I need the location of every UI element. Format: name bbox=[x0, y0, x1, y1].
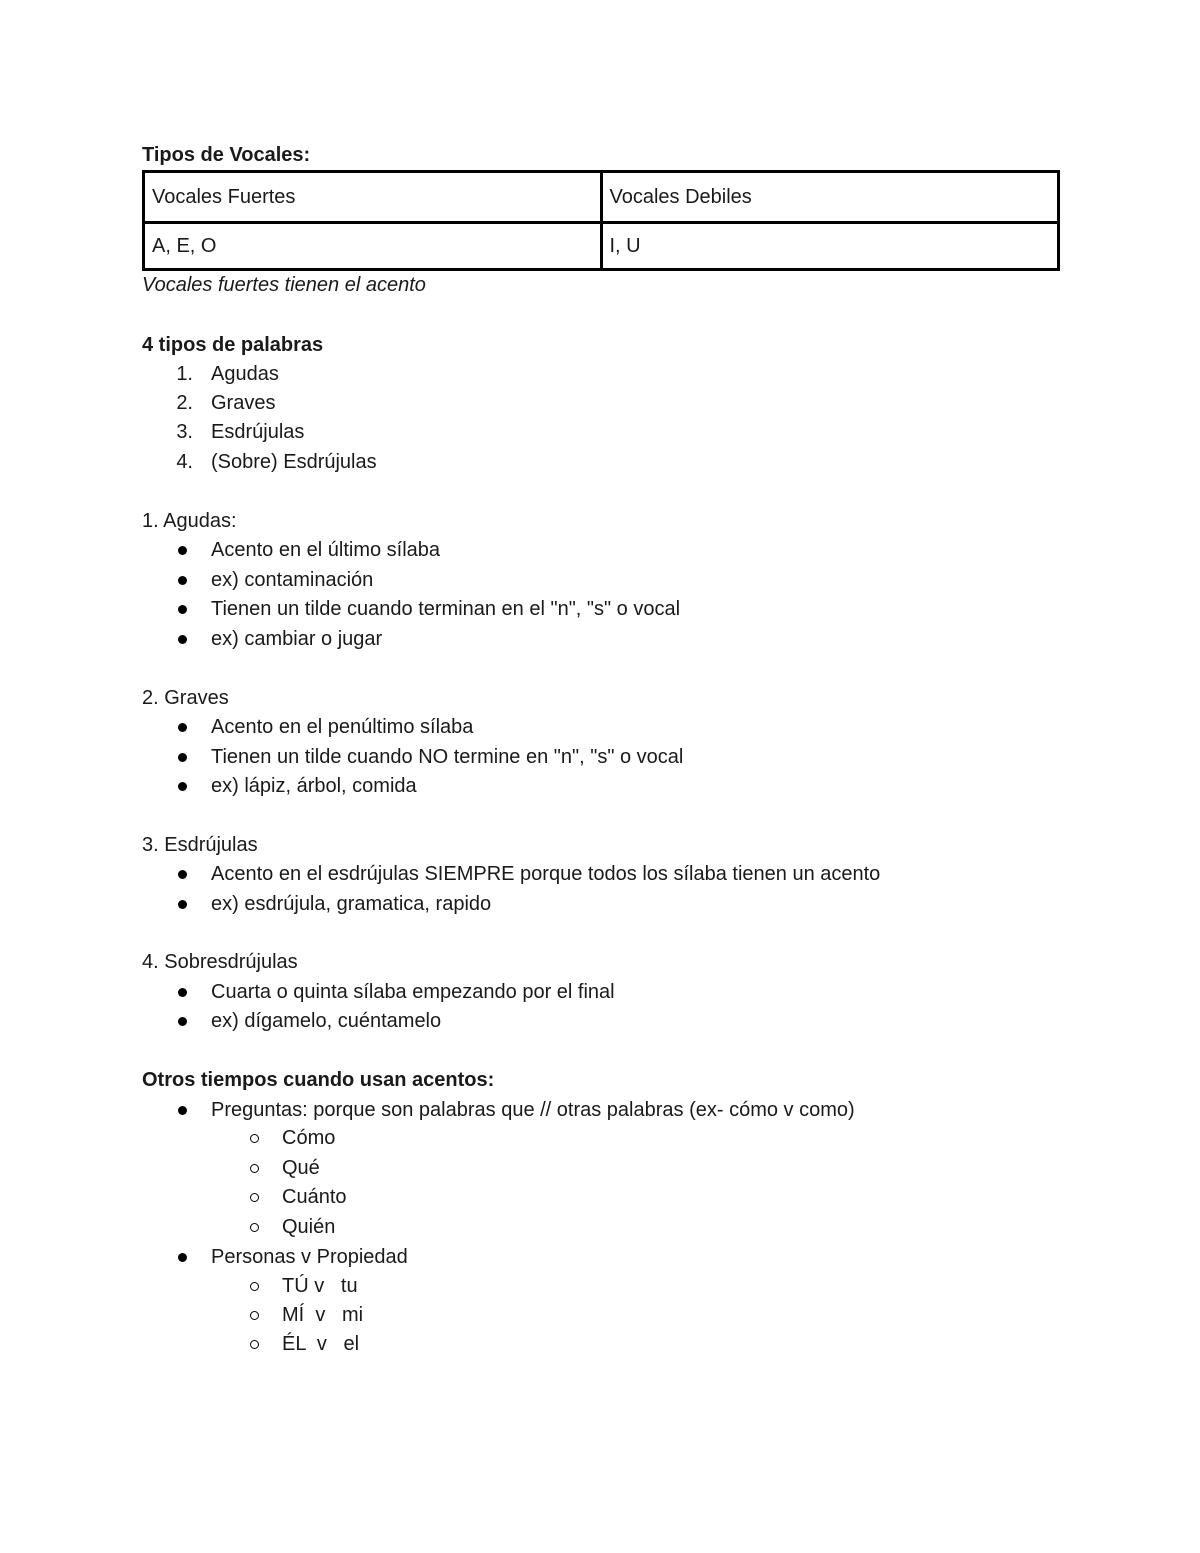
vocales-note: Vocales fuertes tienen el acento bbox=[142, 274, 426, 296]
bullet-icon bbox=[178, 723, 187, 732]
list-number: 3. bbox=[176, 421, 193, 443]
circle-bullet-icon bbox=[250, 1134, 259, 1143]
sub-list-item: MÍ v mi bbox=[282, 1304, 364, 1326]
list-item: Cuarta o quinta sílaba empezando por el final bbox=[211, 981, 615, 1003]
list-item: (Sobre) Esdrújulas bbox=[211, 451, 377, 473]
bullet-icon bbox=[178, 605, 187, 614]
sub-list-item: Quién bbox=[282, 1216, 336, 1238]
circle-bullet-icon bbox=[250, 1340, 259, 1349]
bullet-icon bbox=[178, 576, 187, 585]
list-item: Preguntas: porque son palabras que // otras palabras (ex- cómo v como) bbox=[211, 1099, 855, 1121]
sobre-heading: 4. Sobresdrújulas bbox=[142, 951, 298, 973]
bullet-icon bbox=[178, 988, 187, 997]
circle-bullet-icon bbox=[250, 1164, 259, 1173]
esdrujulas-heading: 3. Esdrújulas bbox=[142, 834, 258, 856]
table-cell: A, E, O bbox=[144, 223, 602, 270]
sub-list-item: TÚ v tu bbox=[282, 1275, 358, 1297]
bullet-icon bbox=[178, 870, 187, 879]
vocales-table bbox=[142, 170, 1060, 271]
list-item: Acento en el penúltimo sílaba bbox=[211, 716, 474, 738]
list-item: ex) contaminación bbox=[211, 569, 374, 591]
vocales-heading: Tipos de Vocales: bbox=[142, 144, 311, 166]
bullet-icon bbox=[178, 900, 187, 909]
bullet-icon bbox=[178, 546, 187, 555]
list-item: ex) esdrújula, gramatica, rapido bbox=[211, 893, 492, 915]
table-header-cell: Vocales Debiles bbox=[601, 172, 1059, 223]
list-item: Esdrújulas bbox=[211, 421, 305, 443]
sub-list-item: Cómo bbox=[282, 1127, 336, 1149]
list-item: Acento en el esdrújulas SIEMPRE porque todos los sílaba tienen un acento bbox=[211, 863, 881, 885]
list-number: 4. bbox=[176, 451, 193, 473]
list-number: 1. bbox=[176, 363, 193, 385]
table-cell: I, U bbox=[601, 223, 1059, 270]
list-item: ex) dígamelo, cuéntamelo bbox=[211, 1010, 442, 1032]
tipos-heading: 4 tipos de palabras bbox=[142, 334, 324, 356]
sub-list-item: Qué bbox=[282, 1157, 320, 1179]
bullet-icon bbox=[178, 782, 187, 791]
circle-bullet-icon bbox=[250, 1311, 259, 1320]
list-item: Acento en el último sílaba bbox=[211, 539, 441, 561]
bullet-icon bbox=[178, 1253, 187, 1262]
list-item: Agudas bbox=[211, 363, 279, 385]
bullet-icon bbox=[178, 1017, 187, 1026]
list-item: Personas v Propiedad bbox=[211, 1246, 408, 1268]
graves-heading: 2. Graves bbox=[142, 687, 229, 709]
table-row bbox=[144, 172, 1059, 223]
agudas-heading: 1. Agudas: bbox=[142, 510, 237, 532]
bullet-icon bbox=[178, 1106, 187, 1115]
list-item: Tienen un tilde cuando NO termine en "n", "s" o vocal bbox=[211, 746, 684, 768]
list-item: ex) cambiar o jugar bbox=[211, 628, 383, 650]
table-row bbox=[144, 223, 1059, 270]
list-item: Tienen un tilde cuando terminan en el "n", "s" o vocal bbox=[211, 598, 681, 620]
circle-bullet-icon bbox=[250, 1282, 259, 1291]
circle-bullet-icon bbox=[250, 1223, 259, 1232]
bullet-icon bbox=[178, 753, 187, 762]
bullet-icon bbox=[178, 635, 187, 644]
table-header-cell: Vocales Fuertes bbox=[144, 172, 602, 223]
list-item: Graves bbox=[211, 392, 276, 414]
list-item: ex) lápiz, árbol, comida bbox=[211, 775, 417, 797]
sub-list-item: ÉL v el bbox=[282, 1333, 360, 1355]
list-number: 2. bbox=[176, 392, 193, 414]
otros-heading: Otros tiempos cuando usan acentos: bbox=[142, 1069, 495, 1091]
circle-bullet-icon bbox=[250, 1193, 259, 1202]
sub-list-item: Cuánto bbox=[282, 1186, 347, 1208]
